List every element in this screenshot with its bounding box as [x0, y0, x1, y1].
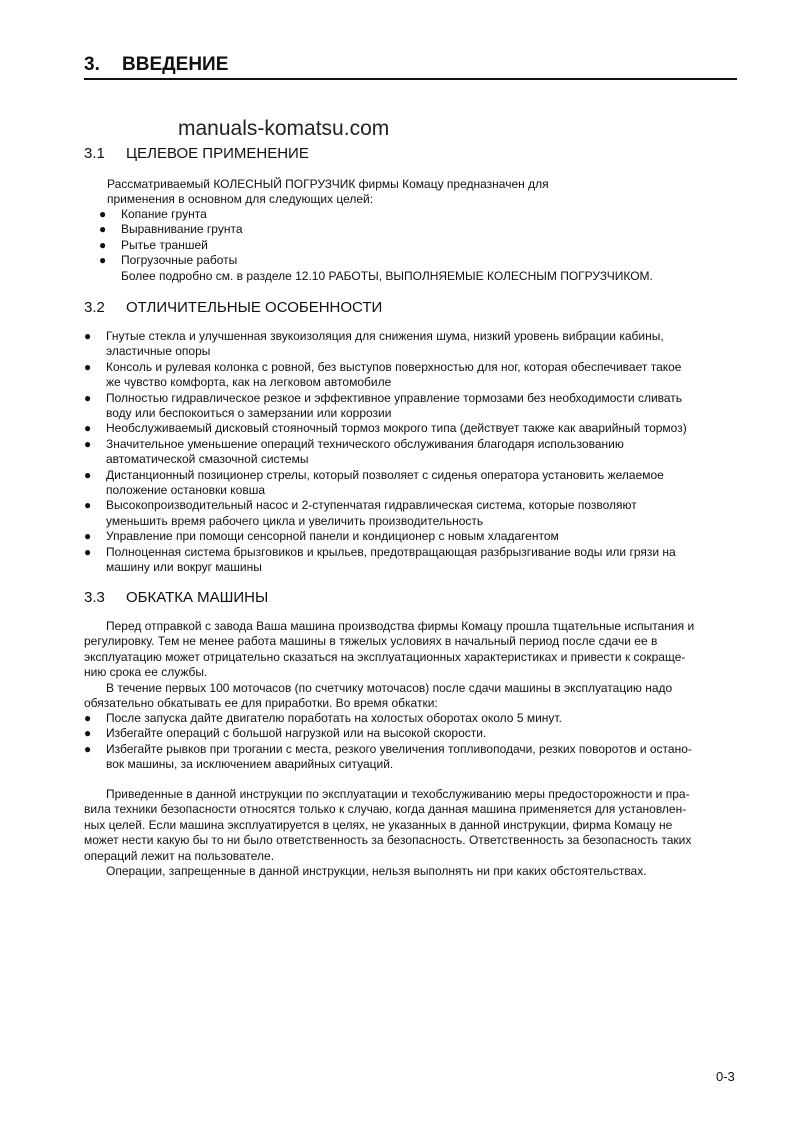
section-title: ЦЕЛЕВОЕ ПРИМЕНЕНИЕ — [126, 145, 309, 162]
reference-note: Более подробно см. в разделе 12.10 РАБОТЫ, ВЫПОЛНЯЕМЫЕ КОЛЕСНЫМ ПОГРУЗЧИКОМ. — [121, 268, 653, 283]
list-item: ● Консоль и рулевая колонка с ровной, без выступов поверхностью для ног, которая обеспечивает такое же чувство комфорта, как на легковом автомобиле — [84, 359, 682, 390]
bullet-icon: ● — [84, 498, 92, 513]
section-number: 3.2 — [84, 299, 105, 316]
chapter-number: 3. — [84, 54, 100, 75]
bullet-icon: ● — [84, 726, 92, 741]
section-heading-3-3 — [84, 589, 268, 606]
list-item: ● Рытье траншей — [99, 237, 208, 252]
list-item: ● Необслуживаемый дисковый стояночный тормоз мокрого типа (действует также как аварийный тормоз) — [84, 421, 687, 436]
bullet-icon: ● — [84, 421, 92, 436]
bullet-icon: ● — [84, 529, 92, 544]
break-in-list — [84, 711, 746, 773]
bullet-icon: ● — [84, 329, 92, 343]
bullet-icon: ● — [84, 711, 92, 725]
list-item: ● Гнутые стекла и улучшенная звукоизоляция для снижения шума, низкий уровень вибрации кабины, эластичные опоры — [84, 329, 664, 359]
list-item: ● Полноценная система брызговиков и крыльев, предотвращающая разбрызгивание воды или грязи на машину или вокруг машины — [84, 544, 676, 575]
bullet-icon: ● — [84, 390, 92, 405]
section-number: 3.3 — [84, 589, 105, 606]
watermark: manuals-komatsu.com — [178, 117, 390, 140]
list-item: ● Избегайте операций с большой нагрузкой или на высокой скорости. — [84, 726, 487, 741]
list-item: ● Выравнивание грунта — [99, 222, 243, 237]
bullet-icon: ● — [99, 222, 107, 237]
list-item: ● Избегайте рывков при трогании с места, резкого увеличения топливоподачи, резких поворотов и остано- вок машины, за исключением аварийных ситуаций. — [84, 741, 692, 772]
bullet-icon: ● — [84, 467, 92, 482]
section-number: 3.1 — [84, 145, 105, 162]
chapter-heading — [84, 52, 737, 80]
bullet-icon: ● — [99, 207, 107, 221]
page-number: 0-3 — [716, 1069, 735, 1084]
bullet-icon: ● — [99, 237, 107, 252]
chapter-title: ВВЕДЕНИЕ — [122, 54, 229, 75]
section-title: ОТЛИЧИТЕЛЬНЫЕ ОСОБЕННОСТИ — [126, 299, 383, 316]
list-item: ● Управление при помощи сенсорной панели и кондиционер с новым хладагентом — [84, 529, 559, 544]
list-item: ● Копание грунта — [99, 207, 207, 221]
bullet-icon: ● — [84, 436, 92, 451]
purpose-list — [99, 207, 653, 284]
section-heading-3-2 — [84, 299, 382, 316]
prohibition-note: Операции, запрещенные в данной инструкции, нельзя выполнять ни при каких обстоятельствах. — [106, 864, 647, 879]
section-heading-3-1 — [84, 145, 309, 162]
list-item: ● Значительное уменьшение операций технического обслуживания благодаря использованию автоматической смазочной системы — [84, 436, 624, 467]
section-title: ОБКАТКА МАШИНЫ — [126, 589, 269, 606]
list-item: ● После запуска дайте двигателю поработать на холостых оборотах около 5 минут. — [84, 711, 562, 725]
intro-line: Рассматриваемый КОЛЕСНЫЙ ПОГРУЗЧИК фирмы Комацу предназначен для — [107, 177, 549, 191]
list-item: ● Высокопроизводительный насос и 2-ступенчатая гидравлическая система, которые позволяют уменьшить время рабочего цикла и увеличить производительность — [84, 498, 637, 528]
bullet-icon: ● — [84, 544, 92, 559]
intro-line: применения в основном для следующих целей: — [107, 192, 374, 207]
break-in-paragraph: Перед отправкой с завода Ваша машина производства фирмы Комацу прошла тщательные испытания и регулировку. Тем не менее работа машины в тяжелых условиях в начальный период после сдачи ее в эксплуатацию может отрицательно сказаться на эксплуатационных характеристиках и привести к сокраще- нию срока ее службы. В течение первых 100 моточасов (по счетчику моточасов) после сдачи машины в эксплуатацию надо обязательно обкатывать ее для приработки. Во время обкатки: — [84, 619, 695, 711]
section-3-1-intro — [107, 177, 549, 208]
bullet-icon: ● — [84, 359, 92, 374]
list-item: ● Дистанционный позиционер стрелы, который позволяет с сиденья оператора установить желаемое положение остановки ковша — [84, 467, 664, 498]
safety-paragraph: Приведенные в данной инструкции по эксплуатации и техобслуживанию меры предосторожности и пра- вила техники безопасности относятся только к случаю, когда данная машина применяется для установлен- ных целей. Если машина эксплуатируется в целях, не указанных в данной инструкции, фирма Комацу не может нести какую бы то ни было ответственность за безопасность. Ответственность за безопасность таких операций лежит на пользователе. Операции, запрещенные в данной инструкции, нельзя выполнять ни при каких обстоятельствах. — [84, 787, 737, 879]
bullet-icon: ● — [99, 253, 107, 268]
list-item: ● Полностью гидравлическое резкое и эффективное управление тормозами без необходимости сливать воду или беспокоиться о замерзании или коррозии — [84, 390, 683, 421]
list-item: ● Погрузочные работы — [99, 253, 238, 268]
bullet-icon: ● — [84, 741, 92, 756]
features-list — [84, 329, 746, 576]
